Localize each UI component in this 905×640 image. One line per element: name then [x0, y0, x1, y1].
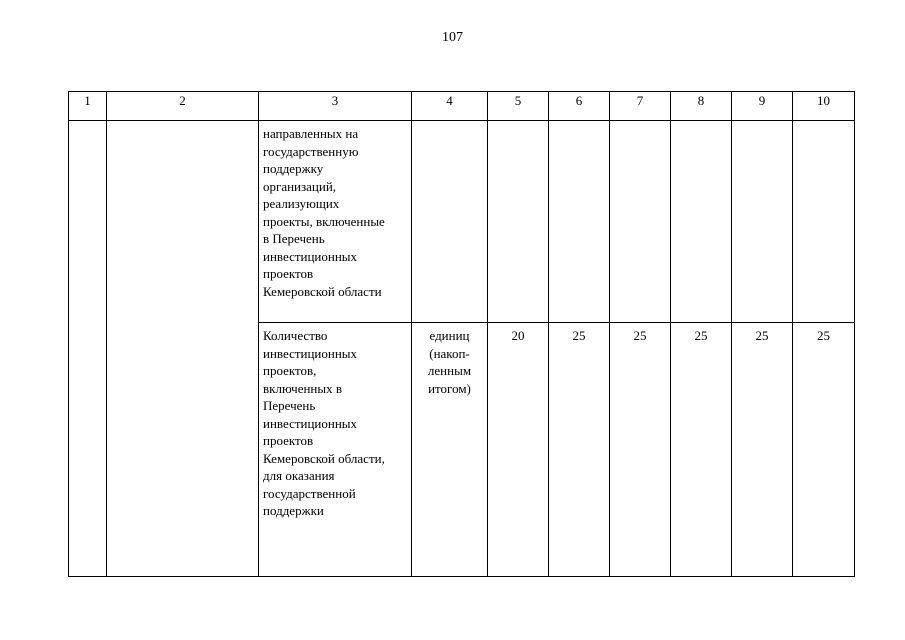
column-header: 6: [549, 92, 610, 121]
column-header: 2: [107, 92, 259, 121]
value-text: [610, 121, 670, 125]
table-cell-col1: [69, 121, 107, 577]
column-header: 5: [488, 92, 549, 121]
page-number: 107: [442, 30, 463, 45]
table-cell-value: [793, 121, 855, 323]
table-cell-unit: [412, 323, 488, 577]
column-header: 7: [610, 92, 671, 121]
column-header: 1: [69, 92, 107, 121]
indicators-table: [68, 91, 855, 577]
value-text: 20: [511, 328, 525, 343]
column-header: 3: [259, 92, 412, 121]
value-text: [549, 121, 609, 125]
value-text: [732, 121, 792, 125]
value-text: [793, 121, 854, 125]
table-cell-indicator: [259, 121, 412, 323]
table-row: [69, 121, 855, 323]
table-cell-value: [549, 121, 610, 323]
table-cell-value: [488, 323, 549, 577]
value-text: 25: [572, 328, 586, 343]
table-cell-value: [610, 323, 671, 577]
value-text: 25: [817, 328, 830, 343]
table-cell-col2: [107, 121, 259, 577]
table-header-row: [69, 92, 855, 121]
table-cell-value: [488, 121, 549, 323]
table-cell-unit: [412, 121, 488, 323]
unit-text: единиц (накоп- ленным итогом): [427, 328, 472, 396]
value-text: [488, 121, 548, 125]
table-cell-indicator: [259, 323, 412, 577]
column-header: 4: [412, 92, 488, 121]
table-cell-value: [793, 323, 855, 577]
column-header: 8: [671, 92, 732, 121]
value-text: 25: [633, 328, 647, 343]
table-cell-value: [732, 121, 793, 323]
column-header: 9: [732, 92, 793, 121]
table-cell-value: [549, 323, 610, 577]
indicator-text: направленных на государственную поддержку организаций, реализующих проекты, включенные в Перечень инвестиционных проектов Кемеровской области: [263, 126, 385, 299]
table-cell-value: [671, 323, 732, 577]
column-header: 10: [793, 92, 855, 121]
table-cell-value: [732, 323, 793, 577]
value-text: 25: [755, 328, 769, 343]
table-cell-value: [671, 121, 732, 323]
indicator-text: Количество инвестиционных проектов, включенных в Перечень инвестиционных проектов Кемеровской области, для оказания государственной поддержки: [263, 328, 385, 518]
table-cell-value: [610, 121, 671, 323]
value-text: 25: [694, 328, 708, 343]
value-text: [671, 121, 731, 125]
unit-text: [412, 121, 487, 125]
